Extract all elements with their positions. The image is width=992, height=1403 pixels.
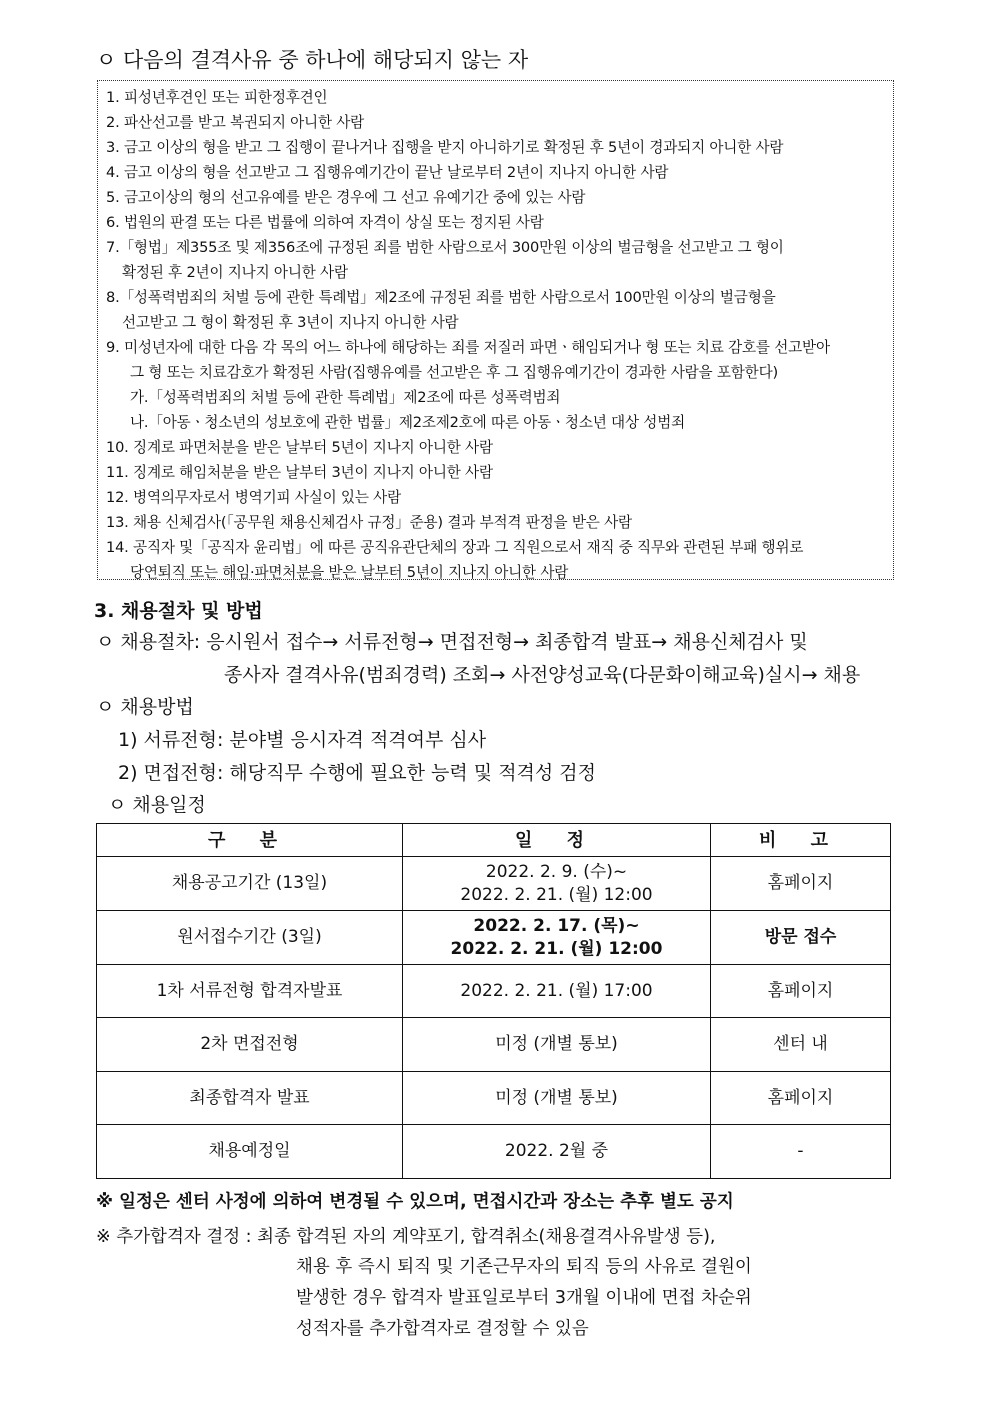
list-item: 10. 징계로 파면처분을 받은 날부터 5년이 지나지 아니한 사람 [106, 439, 493, 456]
row-note: 홈페이지 [711, 1072, 891, 1125]
list-item-cont: 당연퇴직 또는 해임·파면처분을 받은 날부터 5년이 지나지 아니한 사람 [130, 564, 569, 581]
schedule-heading: ㅇ 채용일정 [108, 794, 206, 816]
table-row [97, 1125, 891, 1179]
list-item: 7.「형법」제355조 및 제356조에 규정된 죄를 범한 사람으로서 300만원 이상의 벌금형을 선고받고 그 형이 [106, 239, 784, 256]
list-item-cont: 선고받고 그 형이 확정된 후 3년이 지나지 아니한 사람 [122, 314, 459, 331]
row-item: 채용예정일 [97, 1125, 403, 1179]
row-date: 2022. 2. 21. (월) 17:00 [403, 965, 711, 1018]
disqualification-heading: ㅇ 다음의 결격사유 중 하나에 해당되지 않는 자 [96, 48, 529, 72]
row-date: 미정 (개별 통보) [403, 1072, 711, 1125]
row-item: 1차 서류전형 합격자발표 [97, 965, 403, 1018]
row-date-end: 2022. 2. 21. (월) 12:00 [450, 938, 663, 959]
list-item: 12. 병역의무자로서 병역기피 사실이 있는 사람 [106, 489, 401, 506]
list-item: 9. 미성년자에 대한 다음 각 목의 어느 하나에 해당하는 죄를 저질러 파면ㆍ해임되거나 형 또는 치료 감호를 선고받아 [106, 339, 830, 356]
list-item-cont: 확정된 후 2년이 지나지 아니한 사람 [122, 264, 348, 281]
list-item: 5. 금고이상의 형의 선고유예를 받은 경우에 그 선고 유예기간 중에 있는 사람 [106, 189, 586, 206]
row-note: - [711, 1125, 891, 1179]
table-row [97, 965, 891, 1018]
row-date: 2022. 2월 중 [403, 1125, 711, 1179]
list-item: 4. 금고 이상의 형을 선고받고 그 집행유예기간이 끝난 날로부터 2년이 지나지 아니한 사람 [106, 164, 669, 181]
section-title: 3. 채용절차 및 방법 [94, 600, 263, 622]
list-item: 2. 파산선고를 받고 복권되지 아니한 사람 [106, 114, 365, 131]
list-item: 8.「성폭력범죄의 처벌 등에 관한 특례법」제2조에 규정된 죄를 범한 사람으로서 100만원 이상의 벌금형을 [106, 289, 776, 306]
list-item: 6. 법원의 판결 또는 다른 법률에 의하여 자격이 상실 또는 정지된 사람 [106, 214, 544, 231]
additional-pass-notice-cont: 채용 후 즉시 퇴직 및 기존근무자의 퇴직 등의 사유로 결원이 [296, 1257, 752, 1277]
additional-pass-notice-cont: 성적자를 추가합격자로 결정할 수 있음 [296, 1319, 589, 1339]
row-date-start: 2022. 2. 9. (수)~ [485, 861, 628, 882]
table-row [97, 1018, 891, 1072]
list-item-cont: 그 형 또는 치료감호가 확정된 사람(집행유예를 선고받은 후 그 집행유예기간이 경과한 사람을 포함한다) [130, 364, 778, 381]
header-category: 구 분 [97, 824, 403, 857]
row-date-start: 2022. 2. 17. (목)~ [473, 915, 640, 936]
row-item: 채용공고기간 (13일) [97, 857, 403, 911]
row-note: 홈페이지 [711, 857, 891, 911]
schedule-table [96, 823, 891, 1179]
header-note: 비 고 [711, 824, 891, 857]
row-item: 원서접수기간 (3일) [97, 911, 403, 965]
additional-pass-notice-cont: 발생한 경우 합격자 발표일로부터 3개월 이내에 면접 차순위 [296, 1288, 752, 1308]
row-date-end: 2022. 2. 21. (월) 12:00 [460, 884, 653, 905]
method-interview: 2) 면접전형: 해당직무 수행에 필요한 능력 및 적격성 검정 [118, 762, 597, 784]
table-row [97, 1072, 891, 1125]
list-subitem: 가.「성폭력범죄의 처벌 등에 관한 특례법」제2조에 따른 성폭력범죄 [130, 389, 561, 406]
table-row [97, 857, 891, 911]
schedule-change-notice: ※ 일정은 센터 사정에 의하여 변경될 수 있으며, 면접시간과 장소는 추후 별도 공지 [96, 1192, 734, 1212]
header-date: 일 정 [403, 824, 711, 857]
row-note: 방문 접수 [711, 911, 891, 965]
row-note: 센터 내 [711, 1018, 891, 1072]
list-item: 11. 징계로 해임처분을 받은 날부터 3년이 지나지 아니한 사람 [106, 464, 493, 481]
row-date: 미정 (개별 통보) [403, 1018, 711, 1072]
row-item: 2차 면접전형 [97, 1018, 403, 1072]
method-heading: ㅇ 채용방법 [96, 696, 194, 718]
row-date [403, 911, 711, 965]
procedure-steps-cont: 종사자 결격사유(범죄경력) 조회→ 사전양성교육(다문화이해교육)실시→ 채용 [224, 664, 861, 686]
table-header-row [97, 824, 891, 857]
list-item: 14. 공직자 및「공직자 윤리법」에 따른 공직유관단체의 장과 그 직원으로서 재직 중 직무와 관련된 부패 행위로 [106, 539, 804, 556]
list-item: 13. 채용 신체검사(「공무원 채용신체검사 규정」준용) 결과 부적격 판정을 받은 사람 [106, 514, 632, 531]
table-row [97, 911, 891, 965]
row-date [403, 857, 711, 911]
additional-pass-notice: ※ 추가합격자 결정 : 최종 합격된 자의 계약포기, 합격취소(채용결격사유발생 등), [96, 1227, 716, 1247]
list-subitem: 나.「아동ㆍ청소년의 성보호에 관한 법률」제2조제2호에 따른 아동ㆍ청소년 대상 성범죄 [130, 414, 685, 431]
list-item: 3. 금고 이상의 형을 받고 그 집행이 끝나거나 집행을 받지 아니하기로 확정된 후 5년이 경과되지 아니한 사람 [106, 139, 784, 156]
list-item: 1. 피성년후견인 또는 피한정후견인 [106, 89, 328, 106]
row-note: 홈페이지 [711, 965, 891, 1018]
procedure-steps: ㅇ 채용절차: 응시원서 접수→ 서류전형→ 면접전형→ 최종합격 발표→ 채용신체검사 및 [96, 631, 808, 653]
row-item: 최종합격자 발표 [97, 1072, 403, 1125]
method-document: 1) 서류전형: 분야별 응시자격 적격여부 심사 [118, 729, 487, 751]
